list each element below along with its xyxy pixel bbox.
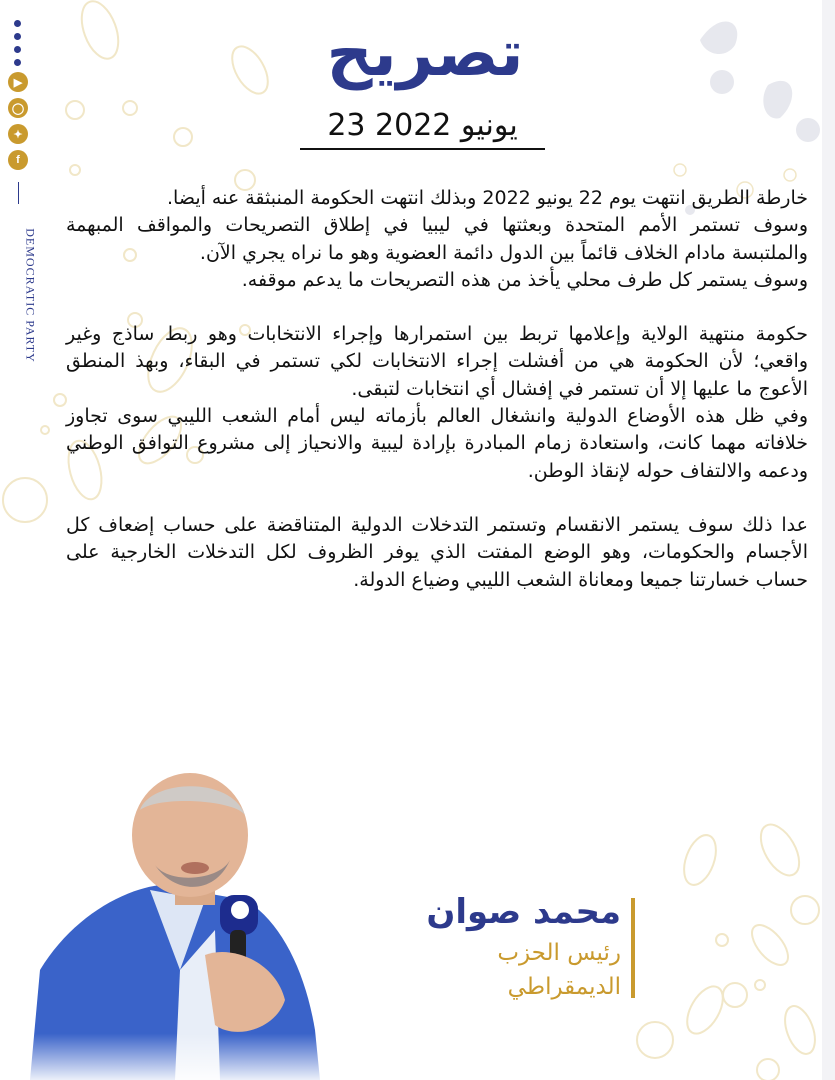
speaker-title-line1: رئيس الحزب <box>497 940 621 966</box>
paragraph: وسوف تستمر الأمم المتحدة وبعثتها في ليبيا في إطلاق التصريحات والمواقف المبهمة والملتبسة مادام الخلاف قائماً بين الدول دائمة العضوية وهو ما نراه يجري الآن. <box>66 214 808 264</box>
paragraph: وفي ظل هذه الأوضاع الدولية وانشغال العالم بأزماته ليس أمام الشعب الليبي سوى تجاوز خلافاته مهما كانت، واستعادة زمام المبادرة بإرادة ليبية والانحياز إلى مشروع التوافق الوطني ودعمه والالتفاف حوله لإنقاذ الوطن. <box>66 405 808 482</box>
paragraph: عدا ذلك سوف يستمر الانقسام وتستمر التدخلات الدولية المتناقضة على حساب إضعاف كل الأجسام والحكومات، وهو الوضع المفتت الذي يوفر الظروف لكل التدخلات الخارجية على حساب خسارتنا جميعا ومعاناة الشعب الليبي وضياع الدولة. <box>66 513 808 591</box>
facebook-icon[interactable]: f <box>8 150 28 170</box>
paragraph: وسوف يستمر كل طرف محلي يأخذ من هذه التصريحات ما يدعم موقفه. <box>241 268 808 291</box>
instagram-icon[interactable]: ◯ <box>8 98 28 118</box>
divider <box>18 182 19 204</box>
speaker-photo <box>30 770 320 1080</box>
signature-accent-bar <box>631 898 635 998</box>
paragraph: خارطة الطريق انتهت يوم 22 يونيو 2022 وبذلك انتهت الحكومة المنبثقة عنه أيضا. <box>167 187 808 209</box>
speaker-title-line2: الديمقراطي <box>507 974 621 1000</box>
youtube-icon[interactable]: ▶ <box>8 72 28 92</box>
paragraph: حكومة منتهية الولاية وإعلامها تربط بين استمرارها وإجراء الانتخابات وهو ربط ساذج وغير واقعي؛ لأن الحكومة هي من أفشلت إجراء الانتخابات لكي تستمر في البقاء، وبهذ المنطق الأعوج ما عليها إلا أن تستمر في إفشال أي انتخابات لتبقى. <box>66 323 808 400</box>
speaker-name: محمد صوان <box>426 892 621 932</box>
twitter-icon[interactable]: ✦ <box>8 124 28 144</box>
statement-body <box>66 185 808 594</box>
left-sidebar <box>8 20 38 420</box>
more-dots-icon[interactable] <box>14 20 24 72</box>
party-name: DEMOCRATIC PARTY <box>23 228 38 363</box>
page-title: تصريح <box>326 17 524 91</box>
social-icons <box>8 72 34 176</box>
statement-date: 23 يونيو 2022 <box>300 108 545 150</box>
